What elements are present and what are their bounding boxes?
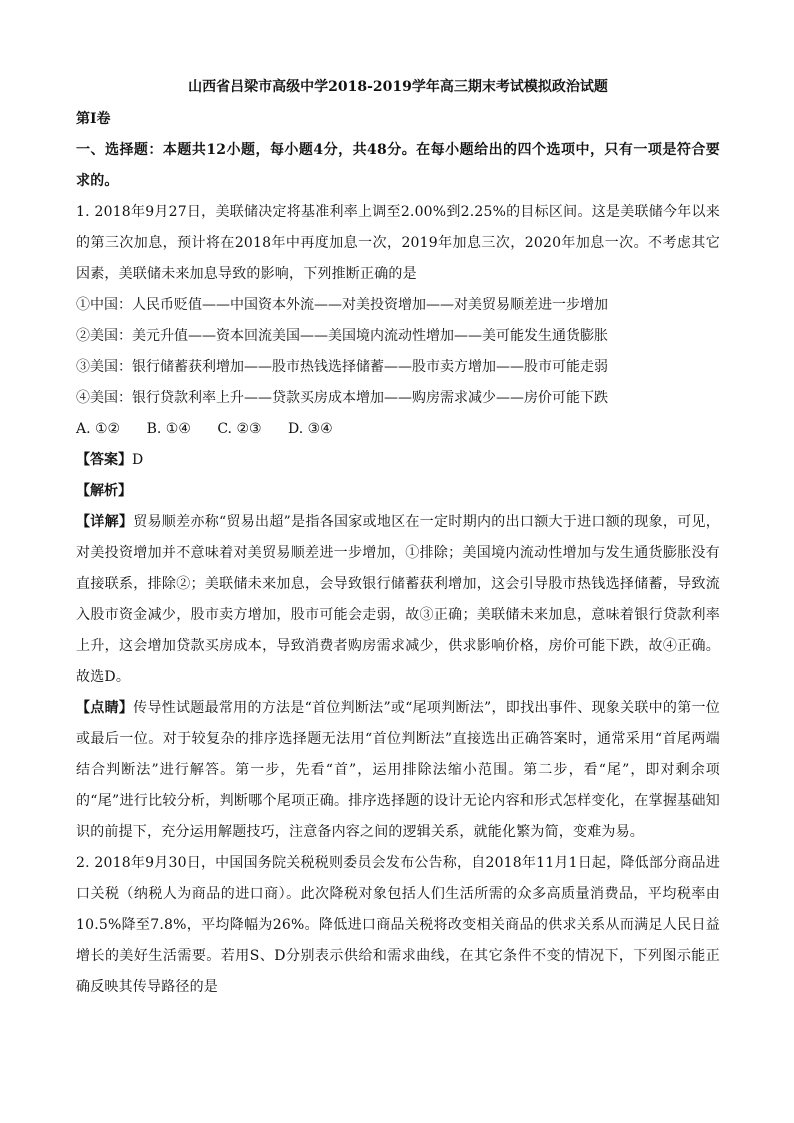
detail-label: 【详解】 [76,514,134,530]
option-a: A. ①② [76,421,121,437]
analysis-label: 【解析】 [76,483,132,499]
tip-label: 【点睛】 [76,700,134,716]
question-1-item: ④美国：银行贷款利率上升——贷款买房成本增加——购房需求减少——房价可能下跌 [76,390,608,406]
document-title: 山西省吕梁市高级中学2018-2019学年高三期末考试模拟政治试题 [188,79,608,95]
option-d: D. ③④ [288,421,333,437]
question-2-stem: 2. 2018年9月30日，中国国务院关税税则委员会发布公告称，自2018年11月1日起，降低部分商品进口关税（纳税人为商品的进口商）。此次降税对象包括人们生活所需的众多高质量消费品，平均税率由10.5%降至7.8%，平均降幅为26%。降低进口商品关税将改变相关商品的供求关系从而满足人民日益增长的美好生活需要。若用S、D分别表示供给和需求曲线，在其它条件不变的情况下，下列图示能正确反映其传导路径的是 [76,855,720,995]
question-1-options [76,414,720,445]
answer-label: 【答案】 [76,452,132,468]
volume-label: 第Ⅰ卷 [76,111,111,127]
question-1-item: ①中国：人民币贬值——中国资本外流——对美投资增加——对美贸易顺差进一步增加 [76,297,608,313]
question-1-item: ③美国：银行储蓄获利增加——股市热钱选择储蓄——股市卖方增加——股市可能走弱 [76,359,608,375]
tip-paragraph [76,693,720,848]
document-page [76,76,720,1003]
section-heading: 一、选择题：本题共12小题，每小题4分，共48分。在每小题给出的四个选项中，只有一项是符合要求的。 [76,142,720,189]
question-1-stem: 1. 2018年9月27日，美联储决定将基准利率上调至2.00%到2.25%的目标区间。这是美联储今年以来的第三次加息，预计将在2018年中再度加息一次，2019年加息三次，2020年加息一次。不考虑其它因素，美联储未来加息导致的影响，下列推断正确的是 [76,204,720,282]
detail-text: 贸易顺差亦称“贸易出超”是指各国家或地区在一定时期内的出口额大于进口额的现象，可见，对美投资增加并不意味着对美贸易顺差进一步增加，①排除；美国境内流动性增加与发生通货膨胀没有直接联系，排除②；美联储未来加息，会导致银行储蓄获利增加，这会引导股市热钱选择储蓄，导致流入股市资金减少，股市卖方增加，股市可能会走弱，故③正确；美联储未来加息，意味着银行贷款利率上升，这会增加贷款买房成本，导致消费者购房需求减少，供求影响价格，房价可能下跌，故④正确。故选D。 [76,514,720,685]
option-b: B. ①④ [146,421,191,437]
answer-value: D [132,452,144,468]
detail-paragraph [76,507,720,693]
answer-line [76,445,720,476]
tip-text: 传导性试题最常用的方法是“首位判断法”或“尾项判断法”，即找出事件、现象关联中的第一位或最后一位。对于较复杂的排序选择题无法用“首位判断法”直接选出正确答案时，通常采用“首尾两端结合判断法”进行解答。第一步，先看“首”，运用排除法缩小范围。第二步，看“尾”，即对剩余项的“尾”进行比较分析，判断哪个尾项正确。排序选择题的设计无论内容和形式怎样变化，在掌握基础知识的前提下，充分运用解题技巧，注意备内容之间的逻辑关系，就能化繁为简，变难为易。 [76,700,720,840]
question-1-item: ②美国：美元升值——资本回流美国——美国境内流动性增加——美可能发生通货膨胀 [76,328,608,344]
option-c: C. ②③ [217,421,262,437]
